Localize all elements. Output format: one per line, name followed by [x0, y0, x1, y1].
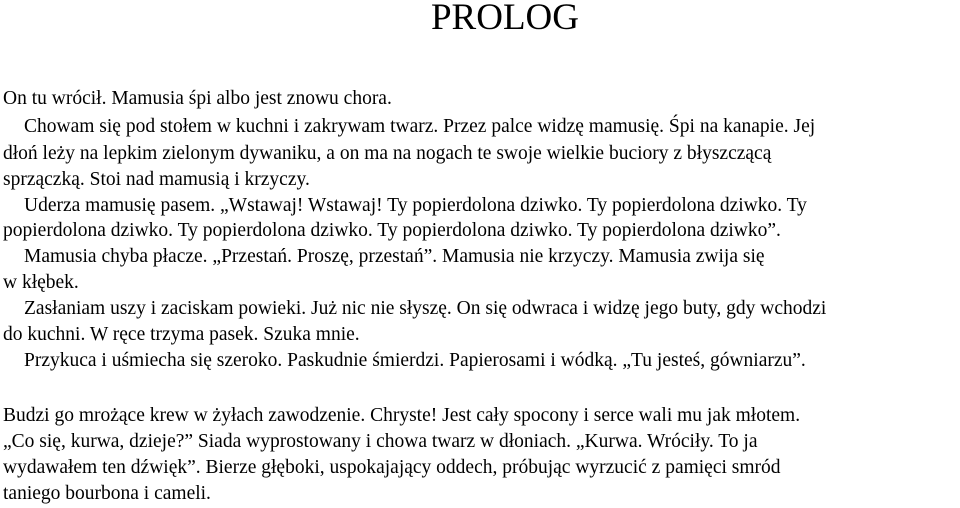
text-line: wydawałem ten dźwięk”. Bierze głęboki, uspokajający oddech, próbując wyrzucić z pamięci smród: [3, 457, 781, 478]
text-line: On tu wrócił. Mamusia śpi albo jest znowu chora.: [3, 88, 392, 109]
text-line: w kłębek.: [3, 272, 79, 293]
text-line: sprzączką. Stoi nad mamusią i krzyczy.: [3, 169, 310, 190]
text-line: do kuchni. W ręce trzyma pasek. Szuka mnie.: [3, 324, 360, 345]
text-line: Chowam się pod stołem w kuchni i zakrywam twarz. Przez palce widzę mamusię. Śpi na kanapie. Jej: [24, 116, 816, 137]
text-line: popierdolona dziwko. Ty popierdolona dziwko. Ty popierdolona dziwko. Ty popierdolona dziwko”.: [3, 220, 781, 241]
text-line: Mamusia chyba płacze. „Przestań. Proszę, przestań”. Mamusia nie krzyczy. Mamusia zwija się: [24, 246, 765, 267]
chapter-title: PROLOG: [430, 0, 580, 38]
text-line: dłoń leży na lepkim zielonym dywaniku, a on ma na nogach te swoje wielkie buciory z błyszczącą: [3, 143, 772, 164]
text-line: Przykuca i uśmiecha się szeroko. Paskudnie śmierdzi. Papierosami i wódką. „Tu jesteś, gówniarzu”.: [24, 350, 806, 371]
text-line: Zasłaniam uszy i zaciskam powieki. Już nic nie słyszę. On się odwraca i widzę jego buty, gdy wchodzi: [24, 298, 827, 319]
text-line: taniego bourbona i cameli.: [3, 483, 211, 504]
text-line: „Co się, kurwa, dzieje?” Siada wyprostowany i chowa twarz w dłoniach. „Kurwa. Wróciły. To ja: [3, 431, 758, 452]
text-line: Budzi go mrożące krew w żyłach zawodzenie. Chryste! Jest cały spocony i serce wali mu jak młotem.: [3, 405, 801, 426]
text-line: Uderza mamusię pasem. „Wstawaj! Wstawaj! Ty popierdolona dziwko. Ty popierdolona dziwko. Ty: [24, 195, 807, 216]
